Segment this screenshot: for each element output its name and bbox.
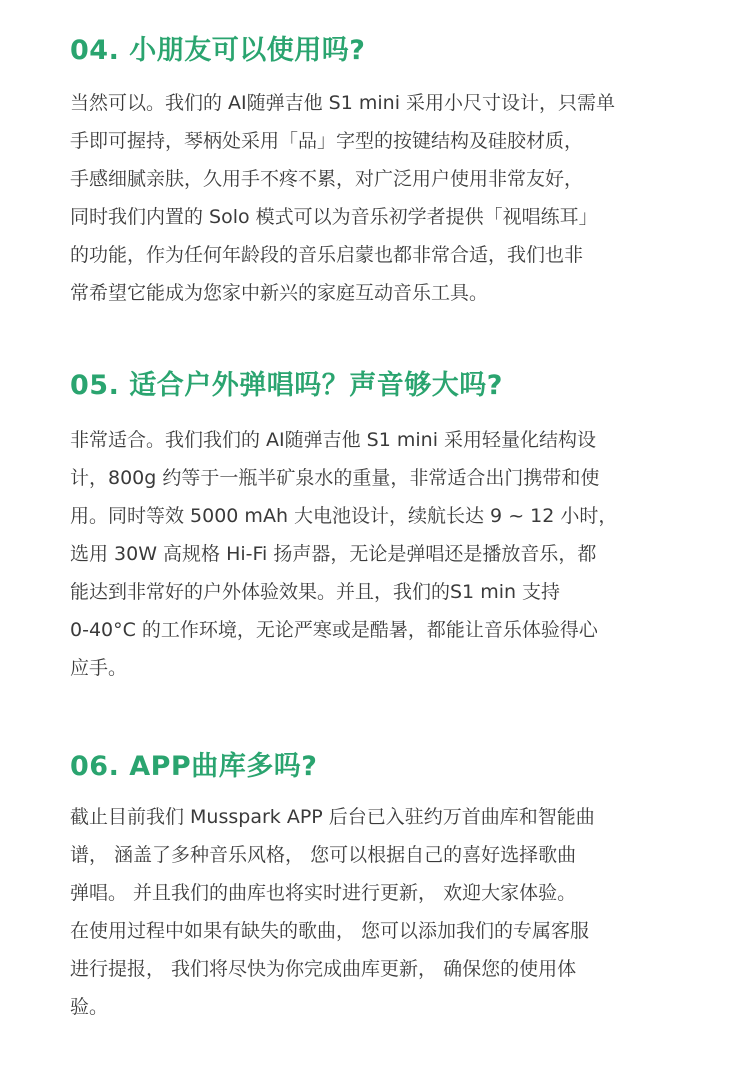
answer-line: 常希望它能成为您家中新兴的家庭互动音乐工具。 — [70, 282, 489, 304]
answer-line: 0-40°C 的工作环境，无论严寒或是酷暑，都能让音乐体验得心 — [70, 619, 598, 641]
faq-section-06 — [70, 749, 680, 1026]
answer-line: 谱， 涵盖了多种音乐风格， 您可以根据自己的喜好选择歌曲 — [70, 844, 577, 866]
answer-line: 进行提报， 我们将尽快为你完成曲库更新， 确保您的使用体 — [70, 958, 577, 980]
answer-line: 的功能，作为任何年龄段的音乐启蒙也都非常合适，我们也非 — [70, 244, 584, 266]
answer-line: 应手。 — [70, 657, 128, 679]
answer-line: 能达到非常好的户外体验效果。并且，我们的S1 min 支持 — [70, 581, 561, 603]
answer-line: 手即可握持，琴柄处采用「品」字型的按键结构及硅胶材质， — [70, 130, 584, 152]
answer-line: 当然可以。我们的 AI随弹吉他 S1 mini 采用小尺寸设计，只需单 — [70, 92, 616, 114]
faq-answer-04 — [70, 84, 680, 312]
answer-line: 选用 30W 高规格 Hi-Fi 扬声器，无论是弹唱还是播放音乐，都 — [70, 543, 597, 565]
faq-question-04: 04. 小朋友可以使用吗? — [70, 35, 366, 66]
answer-line: 用。同时等效 5000 mAh 大电池设计，续航长达 9 ~ 12 小时， — [70, 505, 618, 527]
answer-line: 在使用过程中如果有缺失的歌曲， 您可以添加我们的专属客服 — [70, 920, 590, 942]
answer-line: 弹唱。 并且我们的曲库也将实时进行更新， 欢迎大家体验。 — [70, 882, 577, 904]
faq-section-04 — [70, 33, 680, 312]
answer-line: 同时我们内置的 Solo 模式可以为音乐初学者提供「视唱练耳」 — [70, 206, 598, 228]
answer-line: 手感细腻亲肤，久用手不疼不累，对广泛用户使用非常友好， — [70, 168, 584, 190]
faq-answer-06 — [70, 798, 680, 1026]
faq-question-05: 05. 适合户外弹唱吗？声音够大吗? — [70, 370, 503, 401]
faq-answer-05 — [70, 421, 680, 687]
answer-line: 非常适合。我们我们的 AI随弹吉他 S1 mini 采用轻量化结构设 — [70, 429, 597, 451]
answer-line: 验。 — [70, 996, 109, 1018]
faq-question-06: 06. APP曲库多吗? — [70, 751, 318, 782]
faq-section-05 — [70, 368, 680, 687]
answer-line: 截止目前我们 Musspark APP 后台已入驻约万首曲库和智能曲 — [70, 806, 595, 828]
answer-line: 计，800g 约等于一瓶半矿泉水的重量，非常适合出门携带和使 — [70, 467, 600, 489]
